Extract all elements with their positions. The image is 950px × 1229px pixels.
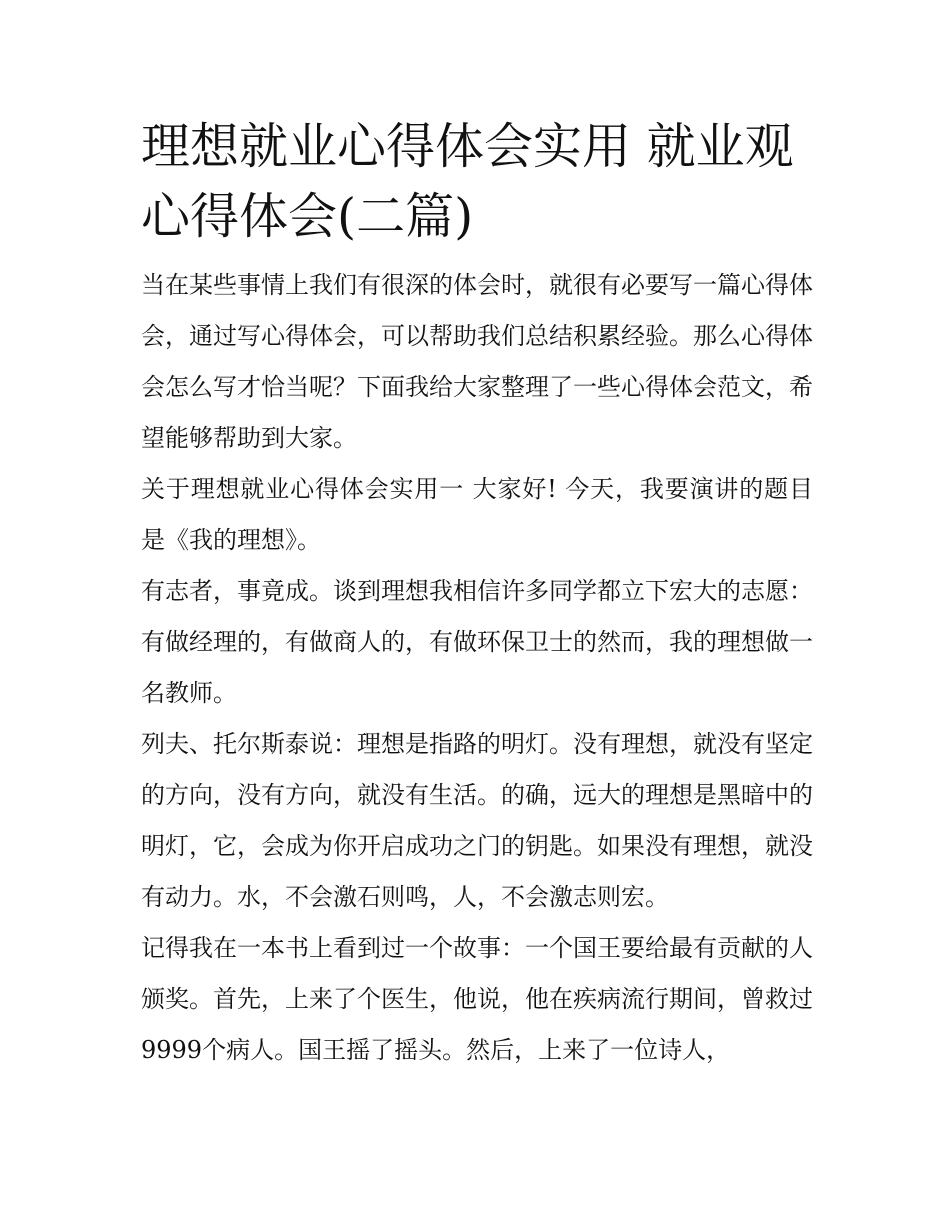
paragraph-intro: 当在某些事情上我们有很深的体会时，就很有必要写一篇心得体会，通过写心得体会，可以帮助我们总结积累经验。那么心得体会怎么写才恰当呢？下面我给大家整理了一些心得体会范文，希望能够帮助到大家。 (141, 271, 813, 452)
paragraph-tolstoy-quote: 列夫、托尔斯泰说：理想是指路的明灯。没有理想，就没有坚定的方向，没有方向，就没有生活。的确，远大的理想是黑暗中的明灯，它，会成为你开启成功之门的钥匙。如果没有理想，就没有动力。水，不会激石则鸣，人，不会激志则宏。 (141, 730, 813, 911)
paragraph-ambition: 有志者，事竟成。谈到理想我相信许多同学都立下宏大的志愿：有做经理的，有做商人的，有做环保卫士的然而，我的理想做一名教师。 (141, 577, 813, 707)
document-title: 理想就业心得体会实用 就业观心得体会(二篇) (141, 118, 794, 245)
paragraph-speech-opening: 关于理想就业心得体会实用一 大家好! 今天，我要演讲的题目是《我的理想》。 (141, 475, 813, 554)
paragraph-king-story: 记得我在一本书上看到过一个故事：一个国王要给最有贡献的人颁奖。首先，上来了个医生，他说，他在疾病流行期间，曾救过9999个病人。国王摇了摇头。然后，上来了一位诗人， (141, 934, 813, 1064)
document-page (141, 112, 813, 1076)
